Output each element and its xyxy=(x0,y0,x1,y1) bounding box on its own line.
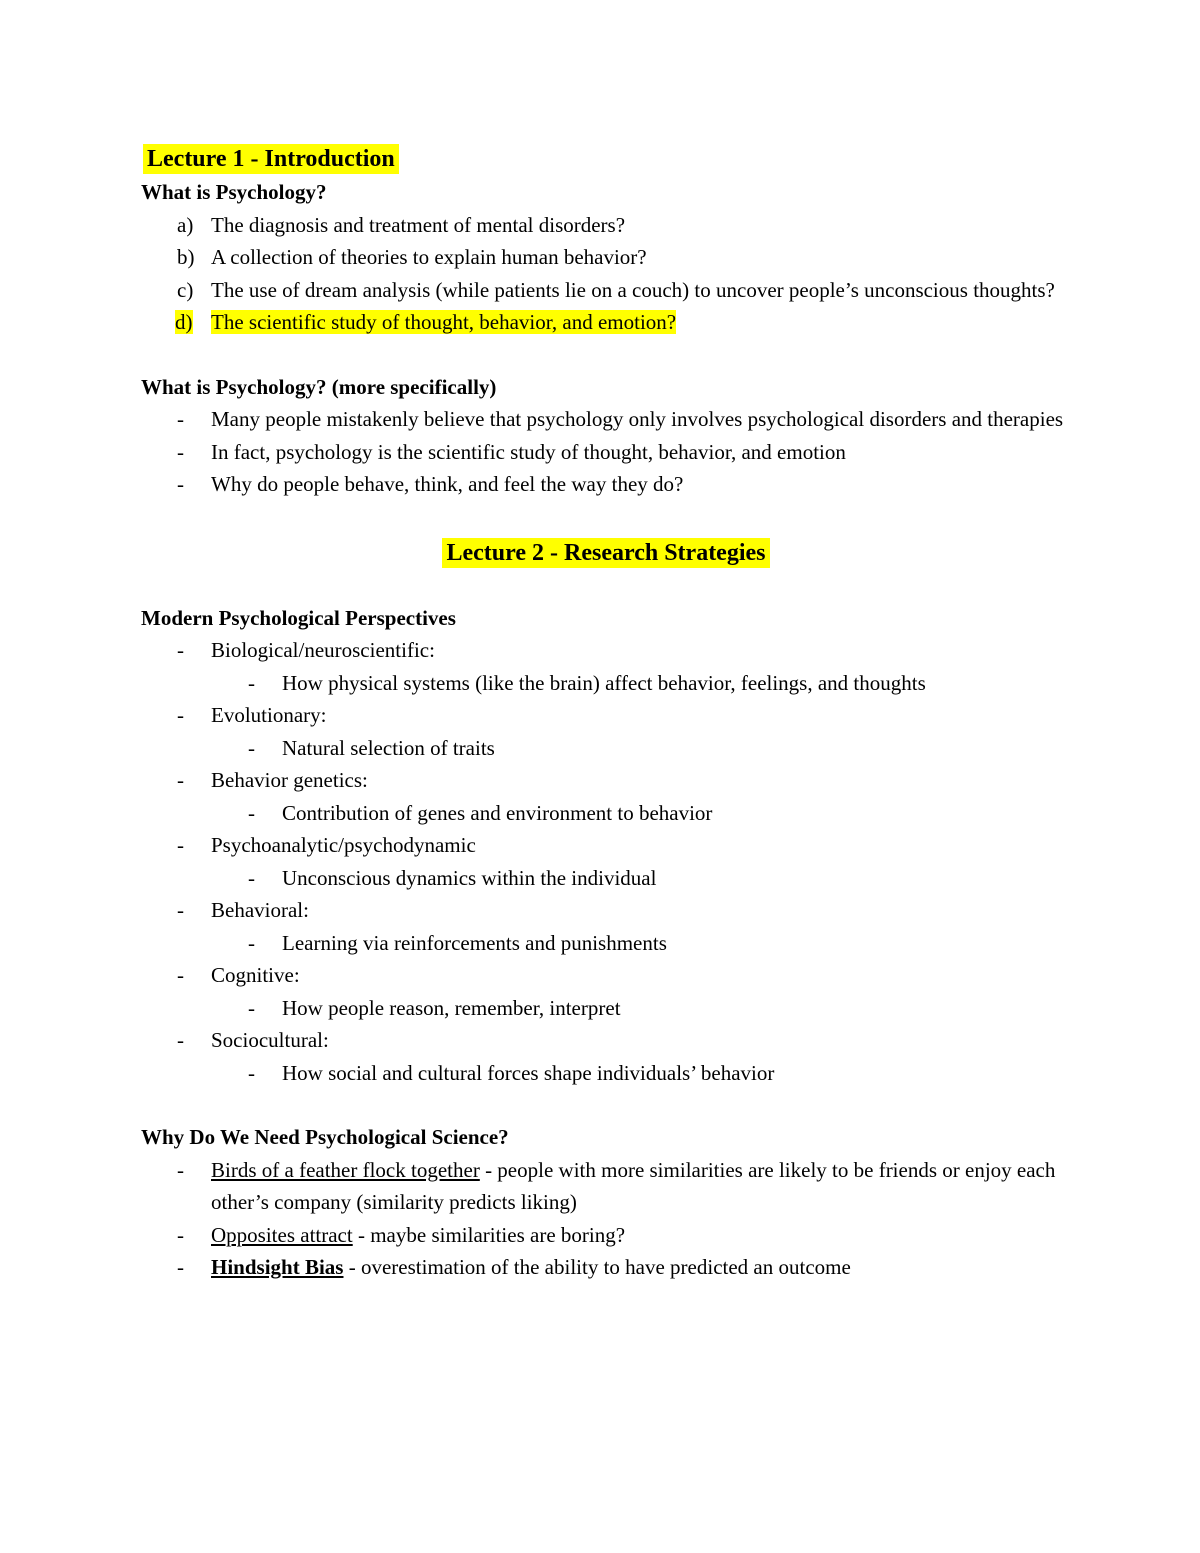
q1-heading: What is Psychology? xyxy=(141,180,327,204)
science-term: Birds of a feather flock together xyxy=(211,1157,480,1182)
perspective-item xyxy=(141,894,1071,927)
option-a xyxy=(141,209,1071,242)
science-item xyxy=(141,1251,1071,1284)
science-item xyxy=(141,1154,1071,1219)
option-b xyxy=(141,241,1071,274)
bullet-dash: - xyxy=(248,930,255,955)
bullet-text: In fact, psychology is the scientific study of thought, behavior, and emotion xyxy=(211,439,846,464)
science-desc: - overestimation of the ability to have predicted an outcome xyxy=(343,1255,851,1279)
perspective-detail-text: Unconscious dynamics within the individual xyxy=(282,865,657,890)
bullet-dash: - xyxy=(177,768,184,792)
lecture-2-title: Lecture 2 - Research Strategies xyxy=(141,536,1071,570)
perspective-detail xyxy=(141,927,1071,960)
bullet-dash: - xyxy=(177,833,184,857)
perspective-detail xyxy=(141,797,1071,830)
option-c xyxy=(141,274,1071,307)
perspective-detail xyxy=(141,732,1071,765)
bullet-dash: - xyxy=(248,995,255,1020)
option-marker: d) xyxy=(175,310,193,334)
bullet-dash: - xyxy=(177,638,184,662)
bullet-dash: - xyxy=(248,670,255,695)
perspective-detail xyxy=(141,667,1071,700)
perspective-detail-text: Learning via reinforcements and punishments xyxy=(282,930,667,955)
perspective-detail-text: Contribution of genes and environment to behavior xyxy=(282,800,713,825)
bullet-dash: - xyxy=(177,439,184,464)
perspective-label: Behavior genetics: xyxy=(211,768,368,792)
bullet-dash: - xyxy=(177,1255,184,1279)
science-heading: Why Do We Need Psychological Science? xyxy=(141,1125,509,1149)
perspective-item xyxy=(141,634,1071,667)
bullet-dash: - xyxy=(248,865,255,890)
option-marker: a) xyxy=(177,212,194,237)
perspective-label: Biological/neuroscientific: xyxy=(211,638,435,662)
science-term: Opposites attract xyxy=(211,1222,353,1247)
perspective-label: Sociocultural: xyxy=(211,1028,329,1052)
bullet-dash: - xyxy=(177,703,184,727)
science-item xyxy=(141,1219,1071,1252)
document-page xyxy=(141,142,1071,1284)
option-marker: c) xyxy=(177,277,194,302)
perspective-detail xyxy=(141,1057,1071,1090)
bullet-dash: - xyxy=(177,1157,184,1182)
bullet-text: Why do people behave, think, and feel the way they do? xyxy=(211,472,684,496)
perspective-item xyxy=(141,959,1071,992)
bullet-dash: - xyxy=(177,1028,184,1052)
perspective-detail xyxy=(141,992,1071,1025)
option-text: The diagnosis and treatment of mental disorders? xyxy=(211,212,626,237)
perspective-item xyxy=(141,764,1071,797)
perspective-detail xyxy=(141,862,1071,895)
option-text: A collection of theories to explain human behavior? xyxy=(211,245,647,269)
science-desc: - maybe similarities are boring? xyxy=(352,1222,626,1247)
bullet-text: Many people mistakenly believe that psychology only involves psychological disorders and therapies xyxy=(211,407,1064,431)
perspective-label: Behavioral: xyxy=(211,898,309,922)
perspective-detail-text: How social and cultural forces shape individuals’ behavior xyxy=(282,1060,775,1085)
option-d xyxy=(141,306,1071,339)
bullet-dash: - xyxy=(177,963,184,987)
perspective-label: Psychoanalytic/psychodynamic xyxy=(211,833,476,857)
q2-heading: What is Psychology? (more specifically) xyxy=(141,374,497,399)
science-term: Hindsight Bias xyxy=(211,1255,344,1279)
bullet-dash: - xyxy=(177,1222,184,1247)
bullet-dash: - xyxy=(248,1060,255,1085)
bullet-item xyxy=(141,403,1071,436)
perspective-item xyxy=(141,829,1071,862)
bullet-dash: - xyxy=(248,735,255,760)
perspective-item xyxy=(141,699,1071,732)
bullet-item xyxy=(141,436,1071,469)
perspective-detail-text: Natural selection of traits xyxy=(282,735,495,760)
perspectives-heading: Modern Psychological Perspectives xyxy=(141,605,456,630)
option-text-highlighted: The scientific study of thought, behavior, and emotion? xyxy=(211,310,677,334)
bullet-dash: - xyxy=(177,407,184,431)
bullet-dash: - xyxy=(177,472,184,496)
option-marker: b) xyxy=(177,245,195,269)
science-desc: - people with more similarities are likely to be friends or enjoy each other’s company (similarity predicts liking) xyxy=(211,1157,1056,1214)
perspective-label: Evolutionary: xyxy=(211,703,327,727)
perspective-detail-text: How people reason, remember, interpret xyxy=(282,995,621,1020)
perspective-label: Cognitive: xyxy=(211,963,300,987)
perspective-item xyxy=(141,1024,1071,1057)
bullet-dash: - xyxy=(248,800,255,825)
option-text: The use of dream analysis (while patients lie on a couch) to uncover people’s unconscious thoughts? xyxy=(211,277,1055,302)
bullet-dash: - xyxy=(177,898,184,922)
bullet-item xyxy=(141,468,1071,501)
perspective-detail-text: How physical systems (like the brain) affect behavior, feelings, and thoughts xyxy=(282,670,926,695)
lecture-1-title: Lecture 1 - Introduction xyxy=(143,142,1071,176)
